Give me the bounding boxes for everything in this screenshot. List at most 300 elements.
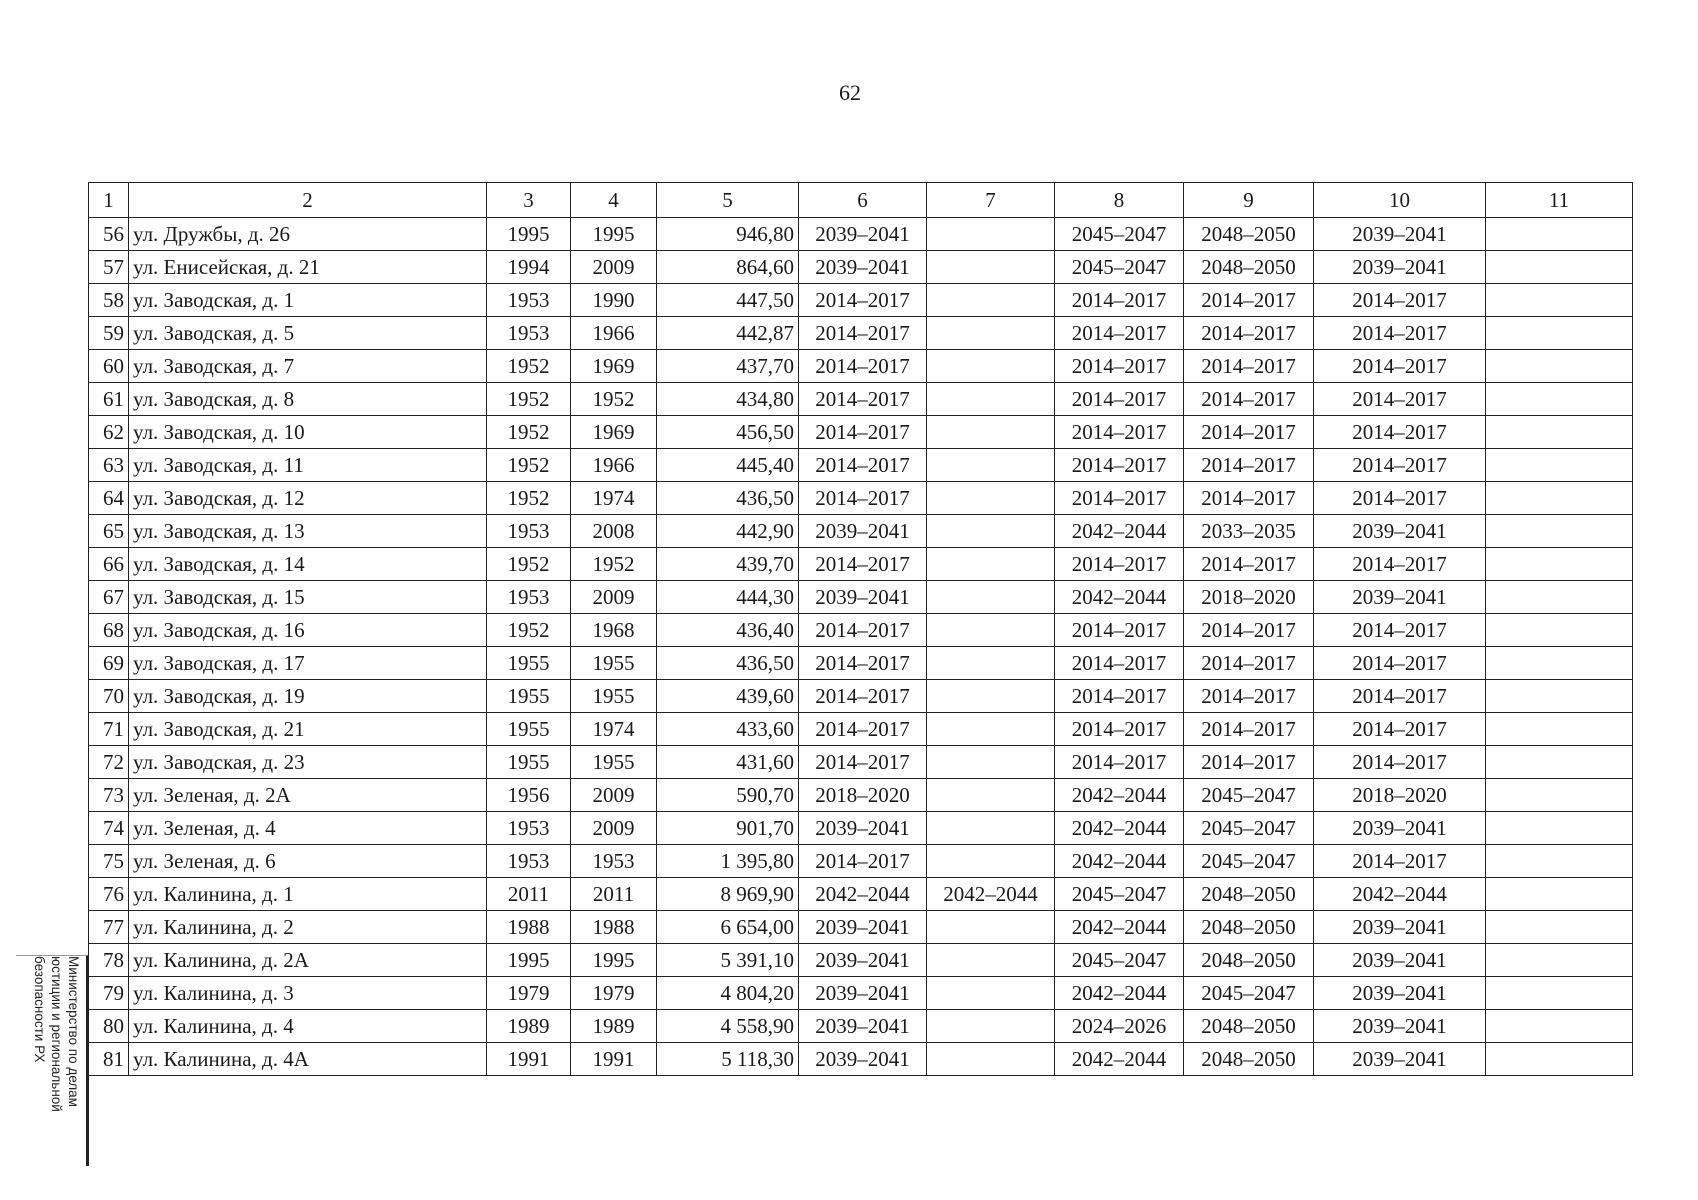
period-cell: 2014–2017 <box>1184 350 1314 383</box>
period-cell <box>927 977 1055 1010</box>
row-number-cell: 75 <box>89 845 129 878</box>
period-cell: 2048–2050 <box>1184 1043 1314 1076</box>
period-cell: 2014–2017 <box>1055 482 1184 515</box>
row-number-cell: 63 <box>89 449 129 482</box>
row-number-cell: 60 <box>89 350 129 383</box>
column-header: 9 <box>1184 183 1314 218</box>
area-cell: 456,50 <box>657 416 799 449</box>
period-cell: 2014–2017 <box>1184 614 1314 647</box>
address-cell: ул. Заводская, д. 13 <box>129 515 487 548</box>
empty-cell <box>1486 977 1633 1010</box>
period-cell: 2014–2017 <box>1055 416 1184 449</box>
year-built-cell: 1952 <box>487 383 571 416</box>
year-renovated-cell: 1995 <box>571 218 657 251</box>
empty-cell <box>1486 350 1633 383</box>
period-cell: 2039–2041 <box>1314 812 1486 845</box>
period-cell: 2039–2041 <box>1314 944 1486 977</box>
row-number-cell: 58 <box>89 284 129 317</box>
table-row <box>89 251 1633 284</box>
area-cell: 442,87 <box>657 317 799 350</box>
period-cell: 2042–2044 <box>1055 515 1184 548</box>
year-renovated-cell: 1990 <box>571 284 657 317</box>
year-built-cell: 1955 <box>487 680 571 713</box>
row-number-cell: 59 <box>89 317 129 350</box>
table-row <box>89 482 1633 515</box>
period-cell: 2048–2050 <box>1184 218 1314 251</box>
period-cell: 2014–2017 <box>799 548 927 581</box>
period-cell <box>927 680 1055 713</box>
period-cell <box>927 317 1055 350</box>
area-cell: 436,40 <box>657 614 799 647</box>
empty-cell <box>1486 812 1633 845</box>
address-cell: ул. Заводская, д. 5 <box>129 317 487 350</box>
year-renovated-cell: 1952 <box>571 548 657 581</box>
year-built-cell: 1952 <box>487 449 571 482</box>
year-renovated-cell: 1995 <box>571 944 657 977</box>
period-cell: 2045–2047 <box>1184 779 1314 812</box>
year-renovated-cell: 1979 <box>571 977 657 1010</box>
year-built-cell: 1953 <box>487 812 571 845</box>
period-cell: 2014–2017 <box>799 680 927 713</box>
stamp-line: безопасности РХ <box>32 956 47 1063</box>
period-cell: 2014–2017 <box>1184 482 1314 515</box>
area-cell: 946,80 <box>657 218 799 251</box>
period-cell: 2039–2041 <box>799 911 927 944</box>
address-cell: ул. Зеленая, д. 6 <box>129 845 487 878</box>
period-cell: 2014–2017 <box>1184 284 1314 317</box>
period-cell: 2039–2041 <box>1314 251 1486 284</box>
period-cell: 2014–2017 <box>1055 548 1184 581</box>
year-renovated-cell: 1966 <box>571 449 657 482</box>
column-header: 10 <box>1314 183 1486 218</box>
period-cell: 2042–2044 <box>1314 878 1486 911</box>
row-number-cell: 56 <box>89 218 129 251</box>
empty-cell <box>1486 482 1633 515</box>
area-cell: 439,60 <box>657 680 799 713</box>
row-number-cell: 62 <box>89 416 129 449</box>
period-cell: 2042–2044 <box>1055 977 1184 1010</box>
period-cell <box>927 1043 1055 1076</box>
period-cell: 2014–2017 <box>799 284 927 317</box>
address-cell: ул. Заводская, д. 10 <box>129 416 487 449</box>
area-cell: 4 558,90 <box>657 1010 799 1043</box>
period-cell <box>927 350 1055 383</box>
period-cell <box>927 944 1055 977</box>
empty-cell <box>1486 383 1633 416</box>
address-cell: ул. Заводская, д. 19 <box>129 680 487 713</box>
row-number-cell: 65 <box>89 515 129 548</box>
year-renovated-cell: 1955 <box>571 647 657 680</box>
area-cell: 901,70 <box>657 812 799 845</box>
table-body <box>89 218 1633 1076</box>
table-row <box>89 548 1633 581</box>
period-cell: 2039–2041 <box>799 515 927 548</box>
period-cell: 2042–2044 <box>1055 911 1184 944</box>
period-cell: 2014–2017 <box>1314 746 1486 779</box>
year-renovated-cell: 2009 <box>571 251 657 284</box>
address-cell: ул. Заводская, д. 11 <box>129 449 487 482</box>
period-cell <box>927 416 1055 449</box>
address-cell: ул. Заводская, д. 8 <box>129 383 487 416</box>
period-cell: 2014–2017 <box>1314 383 1486 416</box>
address-cell: ул. Заводская, д. 21 <box>129 713 487 746</box>
period-cell: 2018–2020 <box>1184 581 1314 614</box>
table-row <box>89 746 1633 779</box>
period-cell: 2014–2017 <box>1184 383 1314 416</box>
year-built-cell: 1991 <box>487 1043 571 1076</box>
year-renovated-cell: 2009 <box>571 581 657 614</box>
area-cell: 5 118,30 <box>657 1043 799 1076</box>
period-cell: 2014–2017 <box>1314 317 1486 350</box>
area-cell: 437,70 <box>657 350 799 383</box>
period-cell: 2014–2017 <box>1055 647 1184 680</box>
empty-cell <box>1486 713 1633 746</box>
year-renovated-cell: 2008 <box>571 515 657 548</box>
year-renovated-cell: 2009 <box>571 812 657 845</box>
period-cell: 2014–2017 <box>1055 383 1184 416</box>
period-cell <box>927 845 1055 878</box>
stamp-text <box>22 956 82 1166</box>
table-row <box>89 1010 1633 1043</box>
address-cell: ул. Зеленая, д. 4 <box>129 812 487 845</box>
year-built-cell: 1979 <box>487 977 571 1010</box>
registration-stamp <box>16 955 89 1166</box>
period-cell <box>927 1010 1055 1043</box>
period-cell: 2045–2047 <box>1055 944 1184 977</box>
period-cell <box>927 647 1055 680</box>
row-number-cell: 80 <box>89 1010 129 1043</box>
period-cell: 2014–2017 <box>1314 680 1486 713</box>
period-cell <box>927 548 1055 581</box>
year-renovated-cell: 1955 <box>571 680 657 713</box>
area-cell: 433,60 <box>657 713 799 746</box>
row-number-cell: 76 <box>89 878 129 911</box>
period-cell: 2014–2017 <box>1184 548 1314 581</box>
page-number: 62 <box>839 80 861 105</box>
table-row <box>89 449 1633 482</box>
empty-cell <box>1486 416 1633 449</box>
period-cell: 2014–2017 <box>799 416 927 449</box>
period-cell: 2014–2017 <box>1314 416 1486 449</box>
area-cell: 436,50 <box>657 482 799 515</box>
row-number-cell: 66 <box>89 548 129 581</box>
row-number-cell: 81 <box>89 1043 129 1076</box>
table-row <box>89 581 1633 614</box>
period-cell: 2014–2017 <box>799 614 927 647</box>
period-cell: 2039–2041 <box>799 812 927 845</box>
period-cell: 2048–2050 <box>1184 1010 1314 1043</box>
table-row <box>89 845 1633 878</box>
period-cell: 2042–2044 <box>1055 581 1184 614</box>
period-cell: 2014–2017 <box>1055 614 1184 647</box>
period-cell: 2039–2041 <box>1314 1010 1486 1043</box>
row-number-cell: 71 <box>89 713 129 746</box>
period-cell: 2048–2050 <box>1184 944 1314 977</box>
period-cell: 2014–2017 <box>799 647 927 680</box>
period-cell <box>927 449 1055 482</box>
period-cell: 2014–2017 <box>1184 416 1314 449</box>
row-number-cell: 79 <box>89 977 129 1010</box>
table-row <box>89 779 1633 812</box>
table-row <box>89 911 1633 944</box>
period-cell: 2014–2017 <box>799 449 927 482</box>
empty-cell <box>1486 911 1633 944</box>
year-renovated-cell: 1952 <box>571 383 657 416</box>
period-cell: 2042–2044 <box>799 878 927 911</box>
year-built-cell: 1953 <box>487 845 571 878</box>
year-renovated-cell: 1989 <box>571 1010 657 1043</box>
period-cell: 2014–2017 <box>1055 713 1184 746</box>
period-cell: 2014–2017 <box>799 317 927 350</box>
table-row <box>89 218 1633 251</box>
period-cell: 2045–2047 <box>1055 878 1184 911</box>
period-cell: 2039–2041 <box>799 1043 927 1076</box>
address-cell: ул. Заводская, д. 17 <box>129 647 487 680</box>
empty-cell <box>1486 581 1633 614</box>
table-row <box>89 383 1633 416</box>
period-cell: 2045–2047 <box>1184 845 1314 878</box>
period-cell: 2048–2050 <box>1184 251 1314 284</box>
empty-cell <box>1486 779 1633 812</box>
address-cell: ул. Заводская, д. 16 <box>129 614 487 647</box>
period-cell <box>927 911 1055 944</box>
area-cell: 434,80 <box>657 383 799 416</box>
column-header: 5 <box>657 183 799 218</box>
year-built-cell: 1952 <box>487 614 571 647</box>
period-cell: 2014–2017 <box>1314 713 1486 746</box>
empty-cell <box>1486 515 1633 548</box>
period-cell: 2014–2017 <box>1184 449 1314 482</box>
table-row <box>89 1043 1633 1076</box>
address-cell: ул. Зеленая, д. 2А <box>129 779 487 812</box>
stamp-line: Министерство по делам <box>66 956 81 1107</box>
empty-cell <box>1486 746 1633 779</box>
period-cell: 2033–2035 <box>1184 515 1314 548</box>
period-cell: 2014–2017 <box>1314 350 1486 383</box>
empty-cell <box>1486 845 1633 878</box>
table-row <box>89 878 1633 911</box>
table-row <box>89 713 1633 746</box>
area-cell: 447,50 <box>657 284 799 317</box>
period-cell <box>927 713 1055 746</box>
period-cell: 2024–2026 <box>1055 1010 1184 1043</box>
area-cell: 864,60 <box>657 251 799 284</box>
period-cell: 2039–2041 <box>1314 1043 1486 1076</box>
address-cell: ул. Заводская, д. 14 <box>129 548 487 581</box>
row-number-cell: 77 <box>89 911 129 944</box>
row-number-cell: 57 <box>89 251 129 284</box>
period-cell: 2045–2047 <box>1184 812 1314 845</box>
empty-cell <box>1486 614 1633 647</box>
year-built-cell: 1955 <box>487 713 571 746</box>
year-renovated-cell: 1969 <box>571 350 657 383</box>
area-cell: 431,60 <box>657 746 799 779</box>
year-built-cell: 1952 <box>487 350 571 383</box>
table-row <box>89 317 1633 350</box>
area-cell: 4 804,20 <box>657 977 799 1010</box>
period-cell: 2042–2044 <box>1055 1043 1184 1076</box>
period-cell: 2014–2017 <box>799 746 927 779</box>
year-built-cell: 2011 <box>487 878 571 911</box>
empty-cell <box>1486 878 1633 911</box>
period-cell <box>927 482 1055 515</box>
column-header: 4 <box>571 183 657 218</box>
table-row <box>89 680 1633 713</box>
address-cell: ул. Дружбы, д. 26 <box>129 218 487 251</box>
empty-cell <box>1486 218 1633 251</box>
period-cell: 2039–2041 <box>1314 515 1486 548</box>
period-cell: 2014–2017 <box>1055 746 1184 779</box>
address-cell: ул. Заводская, д. 15 <box>129 581 487 614</box>
year-renovated-cell: 1966 <box>571 317 657 350</box>
period-cell <box>927 746 1055 779</box>
area-cell: 8 969,90 <box>657 878 799 911</box>
period-cell: 2039–2041 <box>799 218 927 251</box>
period-cell <box>927 515 1055 548</box>
year-built-cell: 1952 <box>487 548 571 581</box>
row-number-cell: 74 <box>89 812 129 845</box>
year-built-cell: 1953 <box>487 284 571 317</box>
year-built-cell: 1995 <box>487 218 571 251</box>
column-header: 11 <box>1486 183 1633 218</box>
empty-cell <box>1486 284 1633 317</box>
period-cell: 2045–2047 <box>1055 218 1184 251</box>
period-cell: 2039–2041 <box>799 581 927 614</box>
area-cell: 5 391,10 <box>657 944 799 977</box>
address-cell: ул. Калинина, д. 4А <box>129 1043 487 1076</box>
year-built-cell: 1953 <box>487 581 571 614</box>
row-number-cell: 69 <box>89 647 129 680</box>
row-number-cell: 70 <box>89 680 129 713</box>
empty-cell <box>1486 251 1633 284</box>
period-cell: 2014–2017 <box>799 845 927 878</box>
empty-cell <box>1486 680 1633 713</box>
column-header: 1 <box>89 183 129 218</box>
period-cell: 2039–2041 <box>1314 977 1486 1010</box>
year-renovated-cell: 1991 <box>571 1043 657 1076</box>
column-header: 8 <box>1055 183 1184 218</box>
period-cell: 2045–2047 <box>1184 977 1314 1010</box>
period-cell: 2039–2041 <box>1314 581 1486 614</box>
period-cell: 2039–2041 <box>799 977 927 1010</box>
row-number-cell: 68 <box>89 614 129 647</box>
empty-cell <box>1486 449 1633 482</box>
address-cell: ул. Калинина, д. 4 <box>129 1010 487 1043</box>
address-cell: ул. Калинина, д. 2А <box>129 944 487 977</box>
area-cell: 439,70 <box>657 548 799 581</box>
period-cell: 2014–2017 <box>1314 548 1486 581</box>
period-cell: 2014–2017 <box>799 383 927 416</box>
period-cell: 2042–2044 <box>1055 779 1184 812</box>
area-cell: 436,50 <box>657 647 799 680</box>
table-row <box>89 416 1633 449</box>
area-cell: 444,30 <box>657 581 799 614</box>
period-cell <box>927 251 1055 284</box>
period-cell: 2014–2017 <box>1055 350 1184 383</box>
period-cell: 2014–2017 <box>799 713 927 746</box>
period-cell: 2014–2017 <box>1184 713 1314 746</box>
year-built-cell: 1953 <box>487 317 571 350</box>
period-cell: 2014–2017 <box>1314 614 1486 647</box>
table-row <box>89 812 1633 845</box>
period-cell: 2014–2017 <box>1055 680 1184 713</box>
column-header: 7 <box>927 183 1055 218</box>
year-renovated-cell: 1974 <box>571 482 657 515</box>
area-cell: 445,40 <box>657 449 799 482</box>
year-renovated-cell: 1969 <box>571 416 657 449</box>
year-renovated-cell: 1968 <box>571 614 657 647</box>
address-cell: ул. Калинина, д. 3 <box>129 977 487 1010</box>
year-renovated-cell: 2009 <box>571 779 657 812</box>
year-renovated-cell: 1988 <box>571 911 657 944</box>
empty-cell <box>1486 944 1633 977</box>
address-cell: ул. Калинина, д. 1 <box>129 878 487 911</box>
table-row <box>89 350 1633 383</box>
period-cell <box>927 218 1055 251</box>
period-cell: 2014–2017 <box>1184 746 1314 779</box>
period-cell <box>927 284 1055 317</box>
year-built-cell: 1989 <box>487 1010 571 1043</box>
period-cell: 2048–2050 <box>1184 911 1314 944</box>
row-number-cell: 67 <box>89 581 129 614</box>
period-cell: 2039–2041 <box>1314 218 1486 251</box>
period-cell: 2014–2017 <box>1055 449 1184 482</box>
address-cell: ул. Заводская, д. 12 <box>129 482 487 515</box>
period-cell: 2018–2020 <box>1314 779 1486 812</box>
period-cell: 2014–2017 <box>1184 647 1314 680</box>
year-renovated-cell: 1955 <box>571 746 657 779</box>
period-cell: 2045–2047 <box>1055 251 1184 284</box>
housing-register-table <box>88 182 1633 1076</box>
year-renovated-cell: 2011 <box>571 878 657 911</box>
area-cell: 590,70 <box>657 779 799 812</box>
table-row <box>89 977 1633 1010</box>
year-built-cell: 1995 <box>487 944 571 977</box>
address-cell: ул. Заводская, д. 7 <box>129 350 487 383</box>
year-built-cell: 1955 <box>487 647 571 680</box>
address-cell: ул. Енисейская, д. 21 <box>129 251 487 284</box>
year-built-cell: 1988 <box>487 911 571 944</box>
year-built-cell: 1953 <box>487 515 571 548</box>
row-number-cell: 73 <box>89 779 129 812</box>
period-cell <box>927 581 1055 614</box>
empty-cell <box>1486 548 1633 581</box>
year-built-cell: 1956 <box>487 779 571 812</box>
period-cell: 2014–2017 <box>1314 845 1486 878</box>
empty-cell <box>1486 1010 1633 1043</box>
period-cell: 2014–2017 <box>1184 317 1314 350</box>
empty-cell <box>1486 1043 1633 1076</box>
year-built-cell: 1952 <box>487 416 571 449</box>
table-row <box>89 647 1633 680</box>
column-header: 3 <box>487 183 571 218</box>
period-cell <box>927 779 1055 812</box>
period-cell: 2018–2020 <box>799 779 927 812</box>
period-cell: 2014–2017 <box>1055 284 1184 317</box>
period-cell: 2014–2017 <box>1314 449 1486 482</box>
empty-cell <box>1486 647 1633 680</box>
period-cell: 2042–2044 <box>1055 845 1184 878</box>
address-cell: ул. Калинина, д. 2 <box>129 911 487 944</box>
period-cell <box>927 614 1055 647</box>
area-cell: 6 654,00 <box>657 911 799 944</box>
area-cell: 1 395,80 <box>657 845 799 878</box>
year-renovated-cell: 1953 <box>571 845 657 878</box>
period-cell: 2014–2017 <box>799 350 927 383</box>
row-number-cell: 61 <box>89 383 129 416</box>
table-row <box>89 284 1633 317</box>
area-cell: 442,90 <box>657 515 799 548</box>
